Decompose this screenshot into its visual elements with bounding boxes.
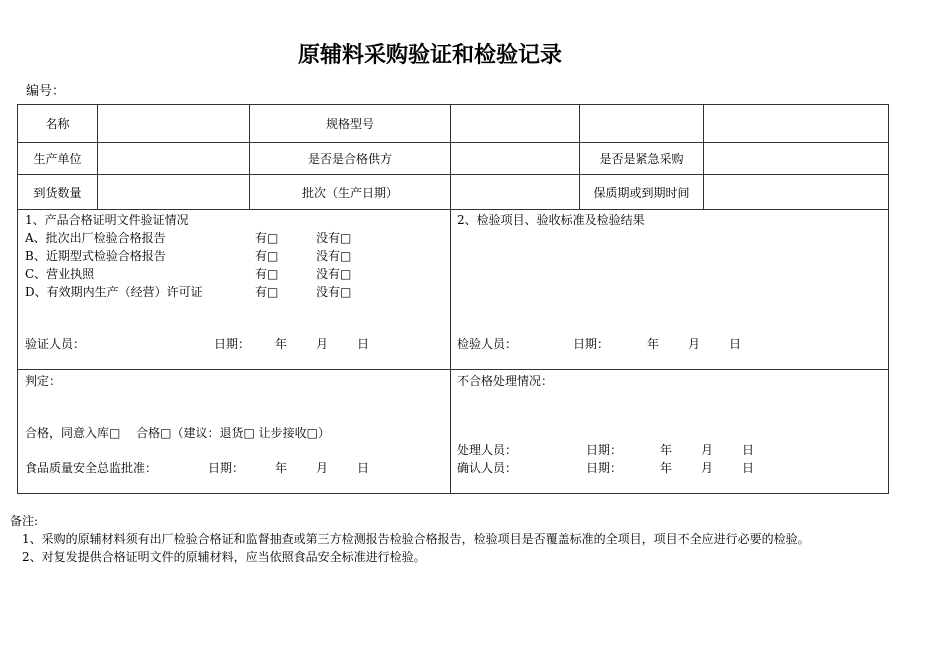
year-label: 年 [275,337,288,351]
inspection-results-section [451,210,889,370]
month-label: 月 [688,337,701,351]
certificate-verification-section [18,210,451,370]
note-line: 1、采购的原辅材料须有出厂检验合格证和监督抽查或第三方检测报告检验合格报告，检验项目是否覆盖标准的全项目，项目不全应进行必要的检验。 [22,532,810,546]
qualified-supplier-field[interactable] [451,143,580,175]
verifier-label: 验证人员： [25,337,86,351]
blank-label-cell [580,105,704,143]
blank-field[interactable] [704,105,889,143]
note-line: 2、对复发提供合格证明文件的原辅材料，应当依照食品安全标准进行检验。 [22,550,426,564]
shelf-life-field[interactable] [704,175,889,210]
certificate-verification-heading: 1、产品合格证明文件验证情况 [25,213,189,227]
day-label: 日 [729,337,742,351]
arrival-quantity-label: 到货数量 [18,175,98,210]
record-table [17,104,889,494]
year-label: 年 [660,461,673,475]
inspection-results-heading: 2、检验项目、验收标准及检验结果 [457,213,645,227]
qualified-supplier-label: 是否是合格供方 [250,143,451,175]
month-label: 月 [701,443,714,457]
manufacturer-field[interactable] [98,143,250,175]
day-label: 日 [742,443,755,457]
table-row [18,143,889,175]
shelf-life-label: 保质期或到期时间 [580,175,704,210]
table-row [18,175,889,210]
month-label: 月 [316,337,329,351]
judgement-section [18,370,451,494]
urgent-purchase-label: 是否是紧急采购 [580,143,704,175]
day-label: 日 [357,461,370,475]
checkbox-no[interactable]: 没有□ [316,267,352,281]
day-label: 日 [357,337,370,351]
check-item-label: C、营业执照 [25,267,95,281]
check-item-label: A、批次出厂检验合格报告 [25,231,166,245]
check-item-label: D、有效期内生产（经营）许可证 [25,285,203,299]
batch-field[interactable] [451,175,580,210]
checkbox-yes[interactable]: 有□ [255,267,279,281]
checkbox-no[interactable]: 没有□ [316,285,352,299]
date-label: 日期： [586,461,623,475]
manufacturer-label: 生产单位 [18,143,98,175]
nonconforming-heading: 不合格处理情况： [457,374,554,388]
table-row [18,370,889,494]
approver-label: 食品质量安全总监批准： [25,461,158,475]
day-label: 日 [742,461,755,475]
checkbox-no[interactable]: 没有□ [316,231,352,245]
notes-block [10,512,810,566]
inspector-label: 检验人员： [457,337,518,351]
serial-number-label: 编号： [26,84,66,99]
date-label: 日期： [208,461,245,475]
name-label: 名称 [18,105,98,143]
nonconforming-section [451,370,889,494]
name-field[interactable] [98,105,250,143]
date-label: 日期： [573,337,610,351]
urgent-purchase-field[interactable] [704,143,889,175]
year-label: 年 [275,461,288,475]
checkbox-no[interactable]: 没有□ [316,249,352,263]
arrival-quantity-field[interactable] [98,175,250,210]
check-item-label: B、近期型式检验合格报告 [25,249,166,263]
batch-label: 批次（生产日期） [250,175,451,210]
checkbox-yes[interactable]: 有□ [255,231,279,245]
notes-heading: 备注: [10,514,39,528]
confirmer-label: 确认人员： [457,461,518,475]
date-label: 日期： [586,443,623,457]
judgement-result-options[interactable]: 合格，同意入库□ 合格□（建议：退货□ 让步接收□） [25,426,330,440]
checkbox-yes[interactable]: 有□ [255,249,279,263]
table-row [18,210,889,370]
month-label: 月 [316,461,329,475]
year-label: 年 [660,443,673,457]
handler-label: 处理人员： [457,443,518,457]
date-label: 日期： [214,337,251,351]
month-label: 月 [701,461,714,475]
table-row [18,105,889,143]
year-label: 年 [647,337,660,351]
spec-model-field[interactable] [451,105,580,143]
judgement-heading: 判定： [25,374,62,388]
page-title: 原辅料采购验证和检验记录 [297,43,562,68]
checkbox-yes[interactable]: 有□ [255,285,279,299]
spec-model-label: 规格型号 [250,105,451,143]
